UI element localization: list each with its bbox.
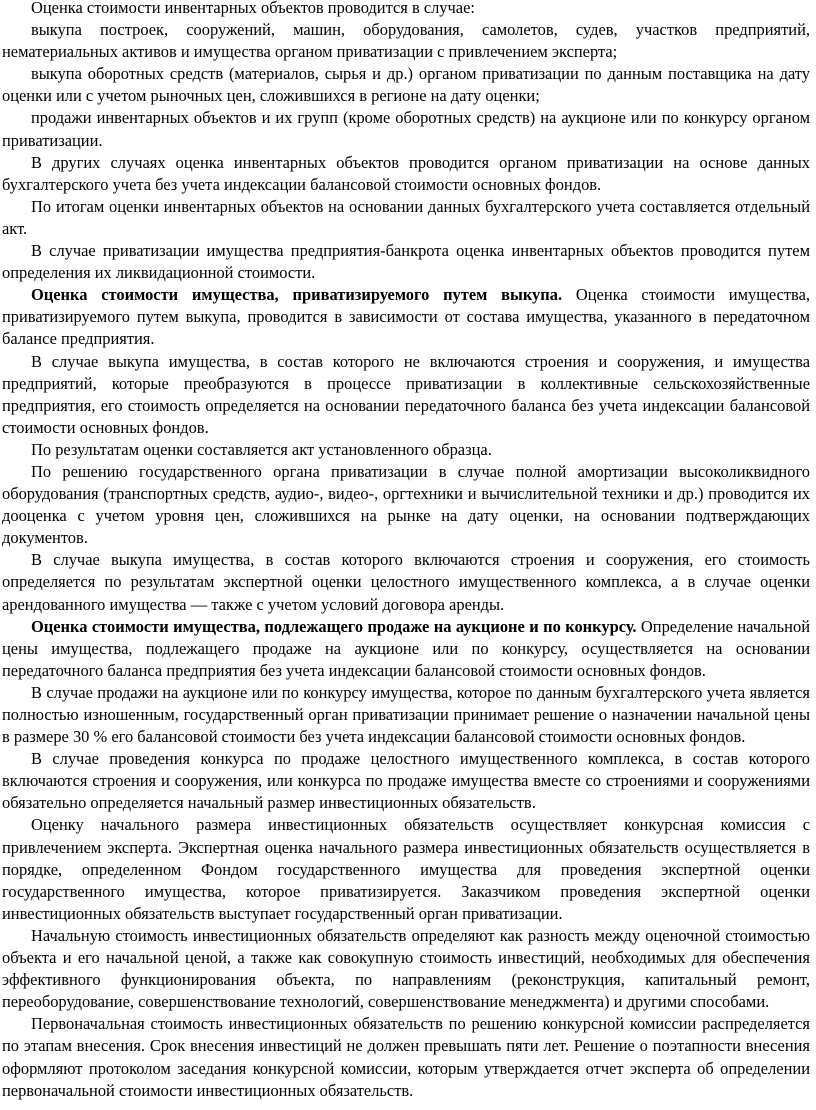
section-paragraph xyxy=(2,284,810,350)
paragraph xyxy=(2,19,810,63)
paragraph xyxy=(2,240,810,284)
paragraph xyxy=(2,63,810,107)
paragraph xyxy=(2,107,810,151)
paragraph xyxy=(2,461,810,549)
section-heading: Оценка стоимости имущества, приватизируемого путем выкупа. xyxy=(31,285,563,305)
paragraph xyxy=(2,152,810,196)
paragraph xyxy=(2,196,810,240)
paragraph xyxy=(2,0,810,19)
paragraph xyxy=(2,682,810,748)
paragraph xyxy=(2,1013,810,1101)
paragraph-text: В случае выкупа имущества, в состав которого не включаются строения и сооружения, и имущества предприятий, которые преобразуются в процессе приватизации в коллективные сельскохозяйственные предприятия, его стоимость определяется на основании передаточного баланса без учета индексации балансовой стоимости основных фондов. xyxy=(2,351,810,437)
paragraph-text: Оценка стоимости имущества, приватизируемого путем выкупа, проводится в зависимости от состава имущества, указанного в передаточном балансе предприятия. xyxy=(2,285,810,349)
paragraph xyxy=(2,814,810,924)
paragraph-text: По итогам оценки инвентарных объектов на основании данных бухгалтерского учета составляется отдельный акт. xyxy=(2,196,810,238)
paragraph-text: Оценка стоимости инвентарных объектов проводится в случае: xyxy=(31,0,475,17)
paragraph-text: В случае выкупа имущества, в состав которого включаются строения и сооружения, его стоимость определяется по результатам экспертной оценки целостного имущественного комплекса, а в случае оценки арендованного имущества — также с учетом условий договора аренды. xyxy=(2,550,810,614)
paragraph-text: В случае проведения конкурса по продаже целостного имущественного комплекса, в состав которого включаются строения и сооружения, или конкурса по продаже имущества вместе со строениями и сооружениями обязательно определяется начальный размер инвестиционных обязательств. xyxy=(2,749,810,813)
paragraph-text: Начальную стоимость инвестиционных обязательств определяют как разность между оценочной стоимостью объекта и его начальной ценой, а также как совокупную стоимость инвестиций, необходимых для обеспечения эффективного функционирования объекта, по направлениям (реконструкция, капитальный ремонт, переоборудование, совершенствование технологий, совершенствование менеджмента) и другими способами. xyxy=(2,925,810,1012)
paragraph xyxy=(2,351,810,439)
section-paragraph xyxy=(2,616,810,682)
paragraph-text: выкупа построек, сооружений, машин, оборудования, самолетов, судев, участков предприятий, нематериальных активов и имущества органом приватизации с привлечением эксперта; xyxy=(2,20,810,62)
paragraph xyxy=(2,925,810,1013)
paragraph-text: В случае продажи на аукционе или по конкурсу имущества, которое по данным бухгалтерского учета является полностью изношенным, государственный орган приватизации принимает решение о назначении начальной цены в размере 30 % его балансовой стоимости без учета индексации балансовой стоимости основных фондов. xyxy=(2,682,810,747)
section-heading: Оценка стоимости имущества, подлежащего продаже на аукционе и по конкурсу. xyxy=(31,616,637,636)
paragraph xyxy=(2,549,810,615)
paragraph-text: Оценку начального размера инвестиционных обязательств осуществляет конкурсная комиссия с привлечением эксперта. Экспертная оценка начального размера инвестиционных обязательств осуществляется в порядке, определенном Фондом государственного имущества для проведения экспертной оценки государственного имущества, которое приватизируется. Заказчиком проведения экспертной оценки инвестиционных обязательств выступает государственный орган приватизации. xyxy=(2,815,810,923)
paragraph-text: выкупа оборотных средств (материалов, сырья и др.) органом приватизации по данным поставщика на дату оценки или с учетом рыночных цен, сложившихся в регионе на дату оценки; xyxy=(2,64,810,106)
paragraph-text: По решению государственного органа приватизации в случае полной амортизации высоколиквидного оборудования (транспортных средств, аудио-, видео-, оргтехники и вычислительной техники и др.) проводится их дооценка с учетом уровня цен, сложившихся на рынке на дату оценки, на основании подтверждающих документов. xyxy=(2,461,810,548)
paragraph xyxy=(2,439,810,461)
paragraph-text: Определение начальной цены имущества, подлежащего продаже на аукционе или по конкурсу, осуществляется на основании передаточного баланса предприятия без учета индексации балансовой стоимости основных фондов. xyxy=(2,616,810,680)
paragraph-text: По результатам оценки составляется акт установленного образца. xyxy=(31,439,492,459)
paragraph-text: В случае приватизации имущества предприятия-банкрота оценка инвентарных объектов проводится путем определения их ликвидационной стоимости. xyxy=(2,241,810,283)
paragraph-text: В других случаях оценка инвентарных объектов проводится органом приватизации на основе данных бухгалтерского учета без учета индексации балансовой стоимости основных фондов. xyxy=(2,152,810,194)
paragraph-text: Первоначальная стоимость инвестиционных обязательств по решению конкурсной комиссии распределяется по этапам внесения. Срок внесения инвестиций не должен превышать пяти лет. Решение о поэтапности внесения оформляют протоколом заседания конкурсной комиссии, которым утверждается отчет эксперта об определении первоначальной стоимости инвестиционных обязательств. xyxy=(2,1014,810,1100)
paragraph xyxy=(2,748,810,814)
paragraph-text: продажи инвентарных объектов и их групп (кроме оборотных средств) на аукционе или по конкурсу органом приватизации. xyxy=(2,108,810,150)
